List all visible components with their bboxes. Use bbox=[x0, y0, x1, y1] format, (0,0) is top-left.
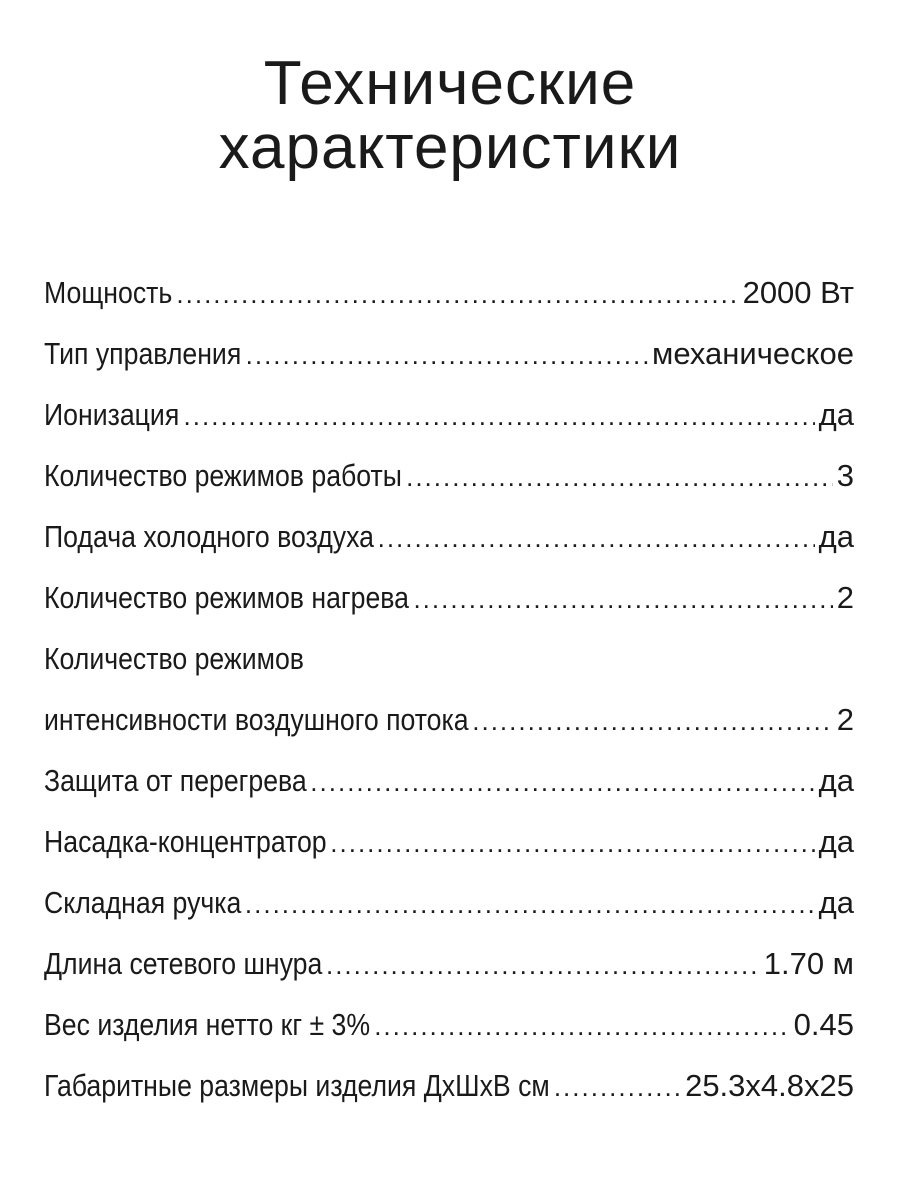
spec-row-airflow-modes-line1 bbox=[44, 628, 854, 689]
dot-leader bbox=[554, 1057, 681, 1118]
dot-leader bbox=[330, 813, 814, 874]
spec-value: да bbox=[818, 397, 854, 432]
spec-row-net-weight bbox=[44, 994, 854, 1055]
title-line-2: характеристики bbox=[218, 113, 682, 182]
spec-row-airflow-modes bbox=[44, 689, 854, 750]
spec-label: Мощность bbox=[44, 275, 173, 310]
spec-value: да bbox=[818, 763, 854, 798]
spec-label: Вес изделия нетто кг ± 3% bbox=[44, 1007, 371, 1042]
specs-list bbox=[44, 262, 854, 1116]
spec-value: 25.3x4.8x25 bbox=[685, 1068, 854, 1103]
spec-value: да bbox=[818, 519, 854, 554]
spec-row-dimensions bbox=[44, 1055, 854, 1116]
dot-leader bbox=[406, 447, 833, 508]
spec-label: интенсивности воздушного потока bbox=[44, 702, 469, 737]
dot-leader bbox=[472, 691, 832, 752]
spec-label: Складная ручка bbox=[44, 885, 242, 920]
spec-value: 3 bbox=[836, 458, 854, 493]
spec-value: 2 bbox=[836, 702, 854, 737]
dot-leader bbox=[378, 508, 815, 569]
spec-value: 0.45 bbox=[793, 1007, 854, 1042]
spec-label: Длина сетевого шнура bbox=[44, 946, 323, 981]
spec-row-operating-modes bbox=[44, 445, 854, 506]
spec-label: Количество режимов работы bbox=[44, 458, 402, 493]
spec-label: Тип управления bbox=[44, 336, 242, 371]
spec-value: 1.70 м bbox=[763, 946, 854, 981]
spec-label: Ионизация bbox=[44, 397, 180, 432]
dot-leader bbox=[413, 569, 832, 630]
spec-label: Защита от перегрева bbox=[44, 763, 307, 798]
spec-value: 2000 Вт bbox=[742, 275, 854, 310]
spec-label: Габаритные размеры изделия ДхШхВ см bbox=[44, 1068, 550, 1103]
spec-value: да bbox=[818, 824, 854, 859]
spec-value: да bbox=[818, 885, 854, 920]
spec-value: 2 bbox=[836, 580, 854, 615]
spec-row-power bbox=[44, 262, 854, 323]
dot-leader bbox=[176, 264, 738, 325]
page-title bbox=[0, 49, 900, 182]
title-line-1: Технические bbox=[263, 49, 637, 118]
spec-label: Количество режимов bbox=[44, 641, 304, 676]
spec-row-overheat-protection bbox=[44, 750, 854, 811]
dot-leader bbox=[310, 752, 814, 813]
dot-leader bbox=[326, 935, 760, 996]
spec-row-cord-length bbox=[44, 933, 854, 994]
dot-leader bbox=[245, 874, 815, 935]
spec-label: Насадка-концентратор bbox=[44, 824, 327, 859]
spec-row-cold-air bbox=[44, 506, 854, 567]
spec-row-concentrator bbox=[44, 811, 854, 872]
spec-row-control-type bbox=[44, 323, 854, 384]
spec-label: Количество режимов нагрева bbox=[44, 580, 410, 615]
spec-row-heating-modes bbox=[44, 567, 854, 628]
spec-label: Подача холодного воздуха bbox=[44, 519, 374, 554]
spec-row-ionization bbox=[44, 384, 854, 445]
dot-leader bbox=[184, 386, 815, 447]
spec-value: механическое bbox=[652, 336, 854, 371]
dot-leader bbox=[246, 325, 648, 386]
spec-row-folding-handle bbox=[44, 872, 854, 933]
dot-leader bbox=[374, 996, 789, 1057]
